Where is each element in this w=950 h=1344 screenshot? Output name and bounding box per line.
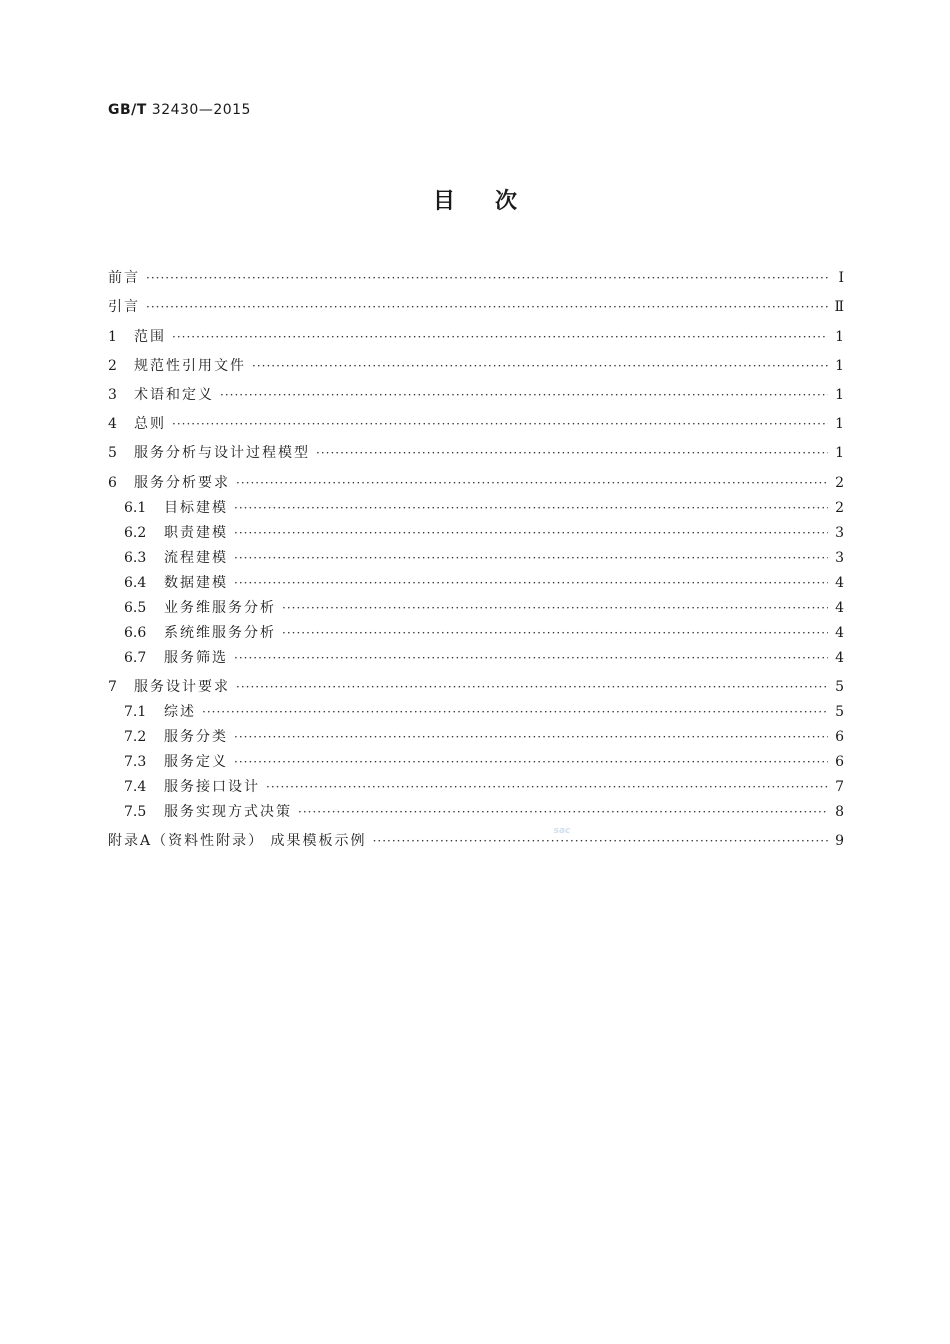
toc-entry-number: 7.1 [124,703,147,720]
toc-entry[interactable] [108,433,844,462]
toc-entry[interactable] [108,258,844,287]
toc-entry[interactable] [108,696,844,721]
toc-dot-leader [234,728,828,746]
toc-entry-title: 服务设计要求 [134,678,230,695]
toc-entry-number: 6.5 [124,599,147,616]
toc-entry-page: 4 [835,574,844,591]
toc-entry-number: 6.4 [124,574,147,591]
toc-dot-leader [316,444,828,462]
toc-entry-number: 5 [108,445,117,462]
toc-entry[interactable] [108,642,844,667]
toc-entry[interactable] [108,796,844,821]
toc-entry-title: 前言 [108,270,140,287]
toc-entry-page: 4 [835,649,844,666]
toc-entry-title: 附录A（资料性附录） 成果模板示例 [108,832,367,849]
toc-entry-number: 6.2 [124,524,147,541]
toc-entry-page: 1 [835,386,844,403]
toc-entry-page: Ⅰ [838,270,844,287]
toc-dot-leader [172,328,828,346]
toc-entry-title: 目标建模 [164,499,228,516]
toc-entry[interactable] [108,517,844,542]
toc-entry[interactable] [108,542,844,567]
toc-entry[interactable] [108,375,844,404]
page-title: 目次 [432,189,557,214]
toc-entry-title: 范围 [134,328,166,345]
toc-entry[interactable] [108,592,844,617]
toc-entry-number: 3 [108,386,117,403]
toc-dot-leader [172,415,828,433]
toc-dot-leader [234,649,828,667]
toc-entry-page: 1 [835,416,844,433]
toc-entry-number: 6.7 [124,649,147,666]
toc-entry-page: 1 [835,357,844,374]
toc-entry[interactable] [108,667,844,696]
toc-entry-title: 服务接口设计 [164,778,260,795]
toc-dot-leader [202,703,828,721]
toc-entry-title: 服务筛选 [164,649,228,666]
toc-dot-leader [236,678,828,696]
toc-entry-page: 3 [835,549,844,566]
toc-entry-page: 5 [835,678,844,695]
toc-entry[interactable] [108,617,844,642]
toc-entry-page: Ⅱ [834,299,844,316]
toc-dot-leader [266,778,828,796]
toc-entry-title: 服务定义 [164,753,228,770]
toc-entry-number: 6 [108,474,117,491]
toc-entry[interactable] [108,346,844,375]
toc-dot-leader [146,269,828,287]
toc-entry-page: 5 [835,703,844,720]
toc-entry-number: 6.6 [124,624,147,641]
toc-entry-number: 7.5 [124,803,147,820]
watermark-logo: sac [553,826,571,836]
toc-entry-number: 6.1 [124,499,147,516]
toc-entry-page: 4 [835,624,844,641]
toc-entry-title: 流程建模 [164,549,228,566]
toc-entry-title: 系统维服务分析 [164,624,276,641]
toc-dot-leader [282,624,828,642]
toc-entry-title: 总则 [134,416,166,433]
toc-dot-leader [220,386,828,404]
toc-entry-title: 综述 [164,703,196,720]
standard-code-number: 32430—2015 [151,102,251,118]
toc-dot-leader [234,499,828,517]
toc-entry-title: 引言 [108,299,140,316]
toc-entry-title: 服务分析与设计过程模型 [134,445,310,462]
toc-entry-page: 6 [835,728,844,745]
toc-entry[interactable] [108,287,844,316]
toc-entry-page: 1 [835,445,844,462]
toc-entry-number: 1 [108,328,117,345]
toc-dot-leader [236,474,828,492]
toc-entry-number: 4 [108,416,117,433]
toc-entry-page: 8 [835,803,844,820]
toc-entry-title: 职责建模 [164,524,228,541]
toc-dot-leader [234,524,828,542]
toc-dot-leader [234,549,828,567]
toc-entry-page: 2 [835,499,844,516]
toc-dot-leader [234,753,828,771]
toc-entry-page: 9 [835,832,844,849]
toc-entry-title: 业务维服务分析 [164,599,276,616]
toc-entry[interactable] [108,567,844,592]
toc-dot-leader [282,599,828,617]
toc-entry[interactable] [108,316,844,345]
toc-entry[interactable] [108,462,844,491]
toc-entry[interactable] [108,771,844,796]
toc-entry-page: 2 [835,474,844,491]
table-of-contents [108,258,844,850]
toc-entry[interactable] [108,821,844,850]
toc-dot-leader [298,803,828,821]
toc-entry-page: 7 [835,778,844,795]
toc-entry[interactable] [108,404,844,433]
toc-entry-number: 2 [108,357,117,374]
toc-entry-number: 7.3 [124,753,147,770]
toc-entry-title: 术语和定义 [134,386,214,403]
toc-entry-title: 服务实现方式决策 [164,803,292,820]
toc-entry-number: 7.2 [124,728,147,745]
toc-entry-title: 服务分析要求 [134,474,230,491]
toc-dot-leader [373,832,828,850]
toc-entry-title: 规范性引用文件 [134,357,246,374]
toc-dot-leader [146,298,828,316]
toc-entry-number: 7.4 [124,778,147,795]
toc-entry-number: 7 [108,678,117,695]
toc-entry-title: 服务分类 [164,728,228,745]
toc-entry[interactable] [108,492,844,517]
toc-entry-page: 6 [835,753,844,770]
toc-entry[interactable] [108,721,844,746]
toc-entry-page: 3 [835,524,844,541]
standard-code-prefix: GB/T [108,102,147,118]
toc-entry[interactable] [108,746,844,771]
toc-entry-page: 1 [835,328,844,345]
toc-entry-title: 数据建模 [164,574,228,591]
toc-entry-number: 6.3 [124,549,147,566]
toc-entry-page: 4 [835,599,844,616]
standard-code [108,102,251,118]
toc-dot-leader [234,574,828,592]
toc-dot-leader [252,357,828,375]
